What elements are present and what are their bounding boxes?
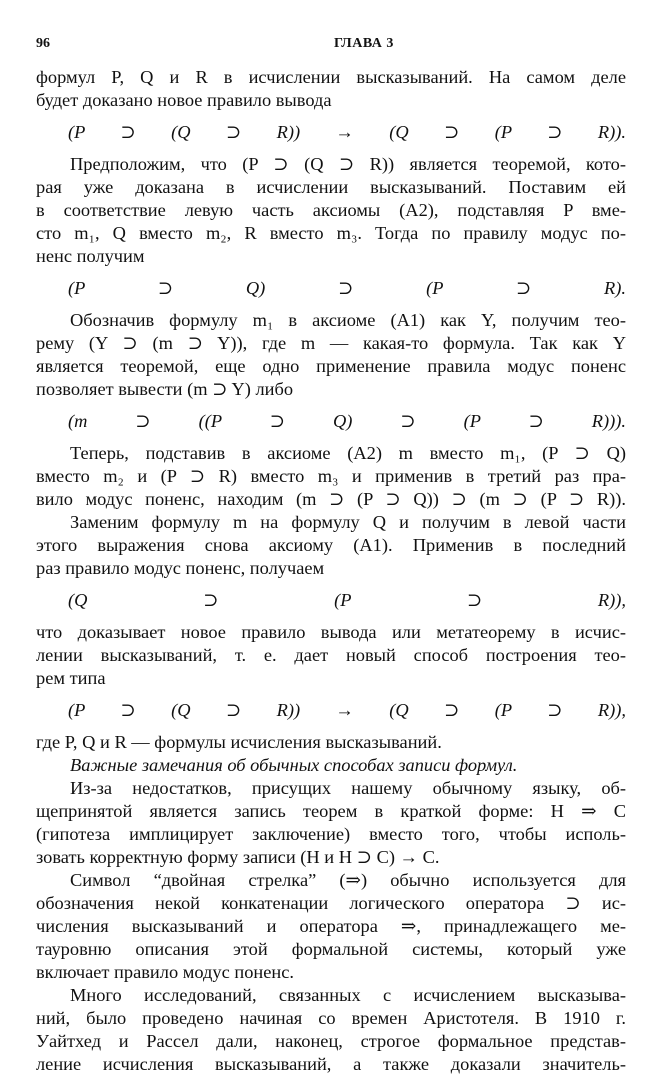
text-line: включает правило модус поненс. [36, 962, 294, 982]
section-heading: Важные замечания об обычных способах записи формул. [70, 755, 518, 775]
text-line: этого выражения снова аксиому (A1). Применив в последний [36, 535, 626, 555]
text-line: будет доказано новое правило вывода [36, 90, 332, 110]
page-body [36, 66, 626, 1076]
text-line: ненс получим [36, 246, 145, 266]
text-line: в соответствие левую часть аксиомы (A2), подставляя P вме- [36, 200, 626, 220]
text-line: (гипотеза имплицирует заключение) вместо того, чтобы исполь- [36, 824, 626, 844]
text-line: формул P, Q и R в исчислении высказываний. На самом деле [36, 67, 626, 87]
paragraph-first-line: Символ “двойная стрелка” (⇒) обычно используется для [70, 870, 626, 890]
text-line: вместо m₂ и (P ⊃ R) вместо m₃ и применив в третий раз пра- [36, 466, 626, 486]
text-line: что доказывает новое правило вывода или метатеорему в исчис- [36, 622, 626, 642]
paragraph-first-line: Заменим формулу m на формулу Q и получим в левой части [70, 512, 626, 532]
text-line: числения высказываний и оператора ⇒, принадлежащего ме- [36, 916, 626, 936]
paragraph-first-line: Теперь, подставив в аксиоме (A2) m вместо m₁, (P ⊃ Q) [70, 443, 626, 463]
text-line: является теоремой, еще одно применение правила модус поненс [36, 356, 626, 376]
text-line: ление исчисления высказываний, а также доказали значитель- [36, 1054, 626, 1074]
text-line: сто m₁, Q вместо m₂, R вместо m₃. Тогда по правилу модус по- [36, 223, 626, 243]
text-line: зовать корректную форму записи (H и H ⊃ C) → C. [36, 847, 440, 867]
chapter-title: ГЛАВА 3 [334, 36, 394, 51]
text-line: позволяет вывести (m ⊃ Y) либо [36, 379, 294, 399]
paragraph-first-line: Обозначив формулу m₁ в аксиоме (A1) как Y, получим тео- [70, 310, 626, 330]
text-line: рему (Y ⊃ (m ⊃ Y)), где m — какая-то формула. Так как Y [36, 333, 626, 353]
page-number: 96 [36, 36, 50, 51]
text-line: щепринятой является запись теорем в краткой форме: H ⇒ C [36, 801, 626, 821]
text-line: где P, Q и R — формулы исчисления высказываний. [36, 732, 442, 752]
text-line: лении высказываний, т. е. дает новый способ построения тео- [36, 645, 626, 665]
text-line: обозначения некой конкатенации логического оператора ⊃ ис- [36, 893, 626, 913]
text-line: тауровню описания этой формальной системы, который уже [36, 939, 626, 959]
paragraph-first-line: Много исследований, связанных с исчислением высказыва- [70, 985, 626, 1005]
text-line: ний, было проведено начиная со времен Аристотеля. В 1910 г. [36, 1008, 626, 1028]
text-line: рая уже доказана в исчислении высказываний. Поставим ей [36, 177, 626, 197]
formula-line: (P ⊃ Q) ⊃ (P ⊃ R). [68, 278, 626, 298]
formula-line: (m ⊃ ((P ⊃ Q) ⊃ (P ⊃ R))). [68, 411, 626, 431]
text-line: рем типа [36, 668, 106, 688]
formula-line: (P ⊃ (Q ⊃ R)) → (Q ⊃ (P ⊃ R)), [68, 700, 626, 720]
formula-line: (Q ⊃ (P ⊃ R)), [68, 590, 626, 610]
page-header [36, 36, 626, 60]
paragraph-first-line: Из-за недостатков, присущих нашему обычному языку, об- [70, 778, 626, 798]
text-line: вило модус поненс, находим (m ⊃ (P ⊃ Q)) ⊃ (m ⊃ (P ⊃ R)). [36, 489, 626, 509]
formula-line: (P ⊃ (Q ⊃ R)) → (Q ⊃ (P ⊃ R)). [68, 122, 626, 142]
text-line: раз правило модус поненс, получаем [36, 558, 325, 578]
paragraph-first-line: Предположим, что (P ⊃ (Q ⊃ R)) является теоремой, кото- [70, 154, 626, 174]
text-line: Уайтхед и Рассел дали, наконец, строгое формальное представ- [36, 1031, 626, 1051]
